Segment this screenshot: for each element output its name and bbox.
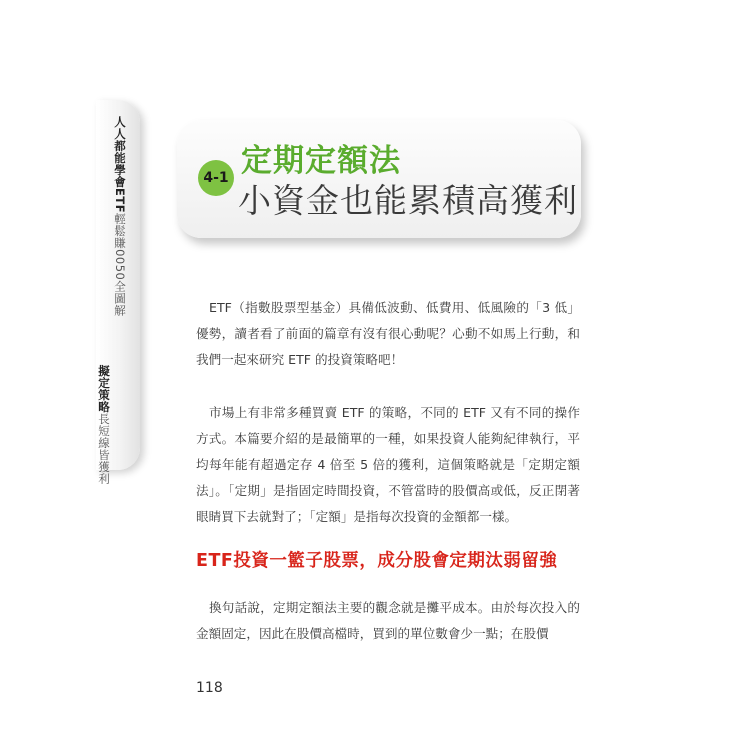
chapter-title: 定期定額法 bbox=[241, 143, 401, 179]
spine-book-title-bold: 人人都能學會 bbox=[113, 116, 127, 188]
chapter-subtitle: 小資金也能累積高獲利 bbox=[238, 181, 578, 220]
spine-tab bbox=[96, 100, 140, 485]
spine-book-title-etf: ETF bbox=[113, 188, 127, 214]
spine-section-title bbox=[98, 365, 110, 485]
body-paragraph-2: 市場上有非常多種買賣 ETF 的策略，不同的 ETF 又有不同的操作方式。本篇要介紹的是最簡單的一種，如果投資人能夠紀律執行，平均每年能有超過定存 4 倍至 5 倍的獲利，這個策略就是「定期定額法」。「定期」是指固定時間投資，不管當時的股價高或低，反正閉著眼睛買下去就對了；「定額」是指每次投資的金額都一樣。 bbox=[196, 405, 580, 524]
spine-book-title-rest: 輕鬆賺0050全圖解 bbox=[113, 213, 127, 317]
spine-book-title bbox=[114, 116, 126, 316]
body-paragraph-3: 換句話說，定期定額法主要的觀念就是攤平成本。由於每次投入的金額固定，因此在股價高檔時，買到的單位數會少一點；在股價 bbox=[196, 600, 580, 641]
chapter-number-badge: 4-1 bbox=[198, 160, 234, 196]
spine-section-rest: 長短線皆獲利 bbox=[97, 413, 111, 485]
page-number: 118 bbox=[196, 680, 223, 696]
spine-section-bold: 擬定策略 bbox=[97, 365, 111, 413]
section-heading: ETF投資一籃子股票，成分股會定期汰弱留強 bbox=[196, 551, 558, 571]
body-paragraph-1: ETF（指數股票型基金）具備低波動、低費用、低風險的「3 低」優勢，讀者看了前面的篇章有沒有很心動呢？心動不如馬上行動，和我們一起來研究 ETF 的投資策略吧！ bbox=[196, 300, 580, 367]
